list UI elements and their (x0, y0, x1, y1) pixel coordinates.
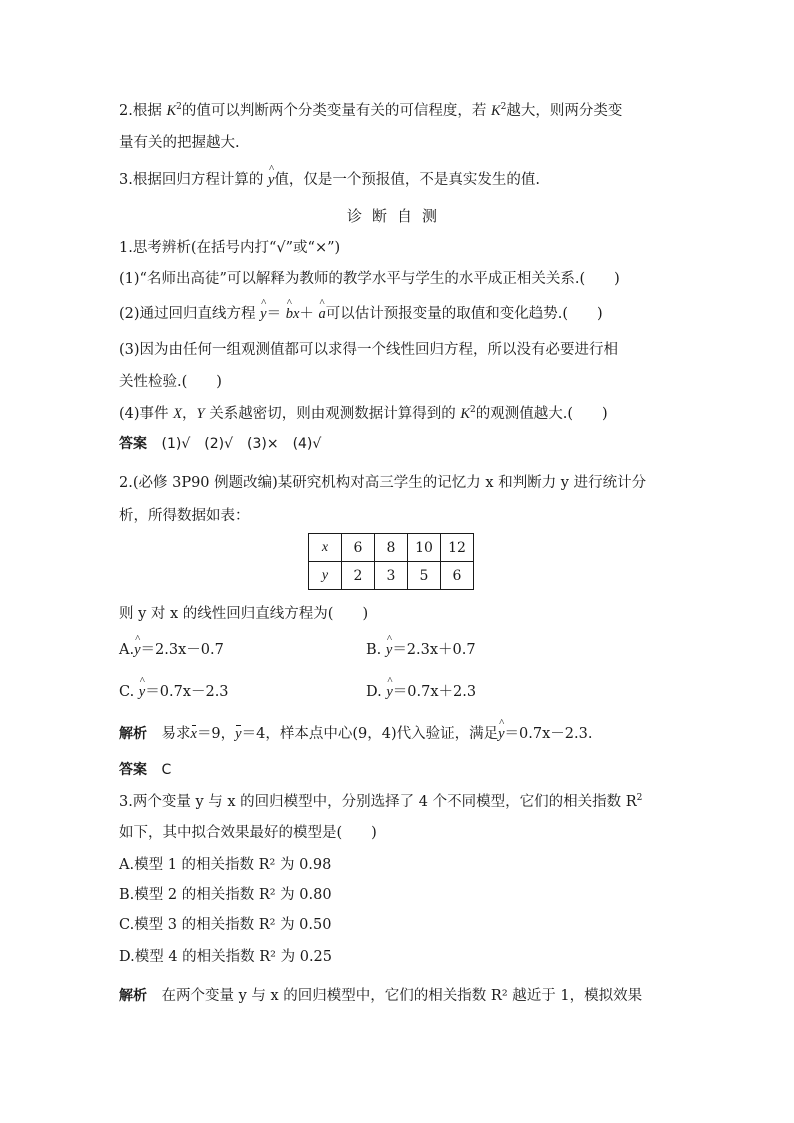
table-cell: 6 (342, 534, 375, 562)
q3-analysis: 解析 在两个变量 y 与 x 的回归模型中，它们的相关指数 R² 越近于 1，模拟效果 (119, 988, 643, 1004)
table-cell: 12 (441, 534, 474, 562)
note-2-line-2: 量有关的把握越大. (119, 135, 240, 151)
table-row-y (309, 562, 474, 590)
q2-analysis: 解析 易求x＝9，y＝4，样本点中心(9，4)代入验证，满足^ y＝0.7x－2.3. (119, 724, 592, 744)
q1-item-2: (2)通过回归直线方程 ^ y＝ ^ bx＋ ^ a可以估计预报变量的取值和变化趋势.( ) (119, 304, 603, 324)
table-cell: 8 (375, 534, 408, 562)
q1-item-4: (4)事件 X，Y 关系越密切，则由观测数据计算得到的 $K^2$的观测值越大.( ) (119, 405, 608, 422)
q1-item-3-line-1: (3)因为由任何一组观测值都可以求得一个线性回归方程，所以没有必要进行相 (119, 342, 619, 358)
q3-option-b: B.模型 2 的相关指数 R² 为 0.80 (119, 887, 332, 903)
q2-line-2: 析，所得数据如表： (119, 508, 250, 524)
q1-item-3-line-2: 关性检验.( ) (119, 374, 222, 390)
q1-intro: 1.思考辨析(在括号内打“√”或“×”) (119, 240, 341, 256)
q3-option-a: A.模型 1 的相关指数 R² 为 0.98 (119, 857, 332, 873)
section-title: 诊断自测 (346, 207, 447, 225)
q3-line-1: 3.两个变量 y 与 x 的回归模型中，分别选择了 4 个不同模型，它们的相关指数 $R^2$ (119, 793, 643, 810)
q2-option-b: B. ^ y＝2.3x＋0.7 (366, 640, 476, 660)
note-2-line-1: 2.根据 $K^2$的值可以判断两个分类变量有关的可信程度，若 $K^2$越大，则两分类变 (119, 102, 623, 119)
table-cell: y (309, 562, 342, 590)
table-cell: 3 (375, 562, 408, 590)
table-cell: x (309, 534, 342, 562)
q1-answer: 答案 (1)√ (2)√ (3)× (4)√ (119, 436, 322, 452)
table-cell: 6 (441, 562, 474, 590)
q1-item-1: (1)“名师出高徒”可以解释为教师的教学水平与学生的水平成正相关关系.( ) (119, 271, 620, 287)
q3-line-2: 如下，其中拟合效果最好的模型是( ) (119, 825, 377, 841)
note-3: 3.根据回归方程计算的 ^ y值，仅是一个预报值，不是真实发生的值. (119, 170, 540, 190)
table-row-x (309, 534, 474, 562)
q2-option-d: D. ^ y＝0.7x＋2.3 (366, 682, 476, 702)
data-table (308, 533, 474, 590)
q2-option-c: C. ^ y＝0.7x－2.3 (119, 682, 229, 702)
q3-option-d: D.模型 4 的相关指数 R² 为 0.25 (119, 949, 333, 965)
q3-option-c: C.模型 3 的相关指数 R² 为 0.50 (119, 917, 332, 933)
table-cell: 10 (408, 534, 441, 562)
table-cell: 2 (342, 562, 375, 590)
q2-line-1: 2.(必修 3P90 例题改编)某研究机构对高三学生的记忆力 x 和判断力 y 进行统计分 (119, 475, 647, 491)
table-cell: 5 (408, 562, 441, 590)
q2-ask: 则 y 对 x 的线性回归直线方程为( ) (119, 606, 369, 622)
q2-option-a: A.^ y＝2.3x－0.7 (119, 640, 224, 660)
q2-answer: 答案 C (119, 762, 172, 778)
